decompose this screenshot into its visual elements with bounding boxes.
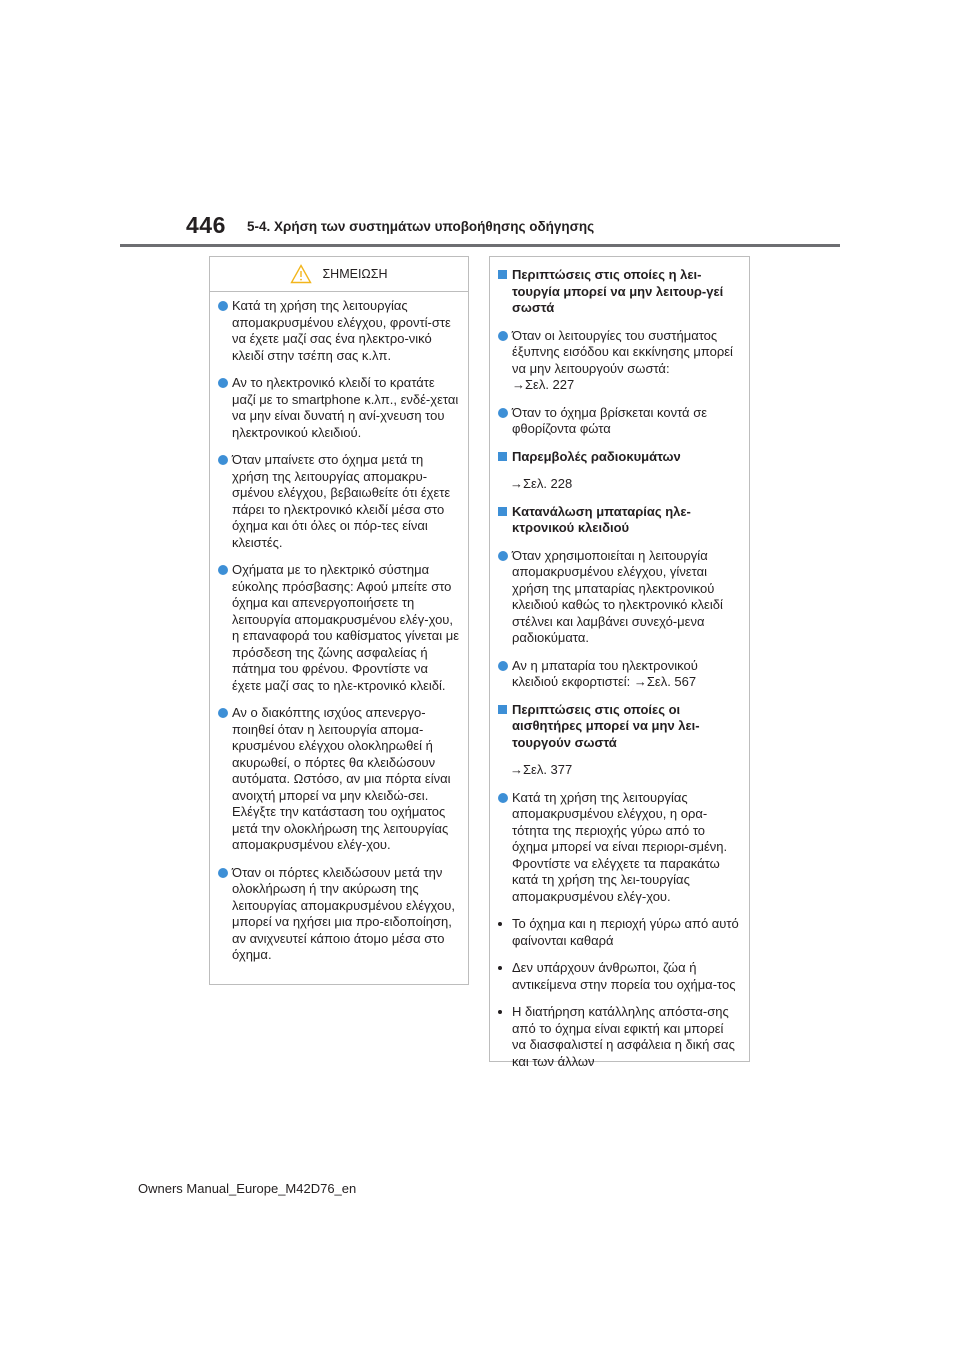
bullet-dot-icon (498, 408, 508, 418)
list-item (498, 916, 741, 949)
heading-text: Παρεμβολές ραδιοκυμάτων (512, 448, 681, 464)
info-item-text: Όταν χρησιμοποιείται η λειτουργία απομακρυσμένου ελέγχου, γίνεται χρήση της μπαταρίας ηλεκτρονικού κλειδιού καθώς το ηλεκτρονικό κλειδί στέλνει και λαμβάνει συνεχό-μενα ραδιοκύματα. (512, 547, 723, 645)
bullet-dot-icon (218, 455, 228, 465)
note-item (218, 298, 460, 364)
list-item (498, 960, 741, 993)
note-item (218, 375, 460, 441)
info-item-text: Όταν οι λειτουργίες του συστήματος έξυπνης εισόδου και εκκίνησης μπορεί να μην λειτουργούν σωστά: (512, 327, 733, 376)
header-rule (120, 244, 840, 247)
heading-text: Κατανάλωση μπαταρίας ηλε-κτρονικού κλειδιού (512, 503, 691, 535)
page-number: 446 (186, 212, 226, 238)
bullet-icon (498, 966, 502, 970)
bullet-dot-icon (498, 793, 508, 803)
section-heading (498, 702, 741, 752)
info-item (498, 548, 741, 647)
bullet-dot-icon (498, 331, 508, 341)
note-item-text: Αν ο διακόπτης ισχύος απενεργο-ποιηθεί όταν η λειτουργία απομα-κρυσμένου ελέγχου ολοκληρωθεί ή ακυρωθεί, ο πόρτες θα κλειδώσουν αυτόματα. Ωστόσο, αν μια πόρτα είναι ανοιχτή μπορεί να μην κλειδώ-σει. Ελέγξτε την κατάσταση του οχήματος μετά την ολοκλήρωση της λειτουργίας απομακρυσμένου ελέγ-χου. (232, 705, 451, 852)
note-box (209, 256, 469, 985)
bullet-dot-icon (498, 551, 508, 561)
list-item-text: Η διατήρηση κατάλληλης απόστα-σης από το όχημα είναι εφικτή και μπορεί να διασφαλιστεί η ασφάλεια η δική σας και των άλλων (512, 1004, 735, 1069)
page-reference: →Σελ. 228 (510, 476, 573, 491)
list-item-text: Το όχημα και η περιοχή γύρω από αυτό φαίνονται καθαρά (512, 916, 739, 948)
list-item (498, 1004, 741, 1070)
bullet-dot-icon (498, 661, 508, 671)
warning-triangle-icon (290, 264, 312, 284)
info-box (489, 256, 750, 1069)
bullet-icon (498, 922, 502, 926)
note-item (218, 562, 460, 694)
info-item (498, 328, 741, 394)
info-item (498, 790, 741, 906)
info-item-text: Όταν το όχημα βρίσκεται κοντά σε φθορίζοντα φώτα (512, 404, 708, 436)
note-item-text: Όταν μπαίνετε στο όχημα μετά τη χρήση της λειτουργίας απομακρυ-σμένου ελέγχου, βεβαιωθείτε ότι έχετε πάρει το ηλεκτρονικό κλειδί μέσα στο όχημα και ότι όλες οι πόρ-τες είναι κλειστές. (232, 452, 451, 550)
square-bullet-icon (498, 452, 507, 461)
note-item (218, 865, 460, 964)
note-item (218, 705, 460, 854)
info-content (490, 257, 749, 1070)
note-title: ΣΗΜΕΙΩΣΗ (322, 267, 388, 281)
note-item-text: Αν το ηλεκτρονικό κλειδί το κρατάτε μαζί με το smartphone κ.λπ., ενδέ-χεται να μην είναι δυνατή η ανί-χνευση του ηλεκτρονικού κλειδιού. (232, 375, 459, 440)
page-reference: →Σελ. 227 (512, 377, 575, 392)
page-reference: →Σελ. 377 (510, 762, 573, 777)
heading-text: Περιπτώσεις στις οποίες οι αισθητήρες μπορεί να μην λει-τουργούν σωστά (512, 701, 700, 750)
bullet-dot-icon (218, 301, 228, 311)
bullet-dot-icon (218, 565, 228, 575)
info-item-text: Κατά τη χρήση της λειτουργίας απομακρυσμένου ελέγχου, η ορα-τότητα της περιοχής γύρω από το όχημα μπορεί να είναι περιορι-σμένη. Φροντίστε να ελέγχετε τα παρακάτω κατά τη χρήση της λει-τουργίας απομακρυσμένου ελέγ-χου. (512, 789, 728, 904)
square-bullet-icon (498, 507, 507, 516)
section-heading (498, 449, 741, 466)
section-heading (498, 267, 741, 317)
note-item-text: Όταν οι πόρτες κλειδώσουν μετά την ολοκλήρωση ή την ακύρωση της λειτουργίας απομακρυσμένου ελέγχου, μπορεί να ηχήσει μια προ-ειδοποίηση, αν ανιχνευτεί κάποιο άτομο μέσα στο όχημα. (232, 864, 455, 962)
section-heading (498, 504, 741, 537)
note-item (218, 452, 460, 551)
list-item-text: Δεν υπάρχουν άνθρωποι, ζώα ή αντικείμενα στην πορεία του οχήμα-τος (512, 960, 736, 992)
footer-text: Owners Manual_Europe_M42D76_en (138, 1181, 357, 1196)
note-content (210, 292, 468, 964)
bullet-dot-icon (218, 868, 228, 878)
note-header (210, 257, 468, 292)
square-bullet-icon (498, 270, 507, 279)
section-title: 5-4. Χρήση των συστημάτων υποβοήθησης οδήγησης (247, 219, 595, 234)
note-item-text: Οχήματα με το ηλεκτρικό σύστημα εύκολης πρόσβασης: Αφού μπείτε στο όχημα και απενεργοποιήσετε τη λειτουργία απομακρυσμένου ελέγ-χου, η επαναφορά του καθίσματος γίνεται με πρόσδεση της ζώνης ασφαλείας ή πάτημα του φρένου. Φροντίστε να έχετε μαζί σας το ηλε-κτρονικό κλειδί. (232, 562, 460, 693)
bullet-dot-icon (218, 708, 228, 718)
info-item (498, 658, 741, 691)
heading-text: Περιπτώσεις στις οποίες η λει-τουργία μπορεί να μην λειτουρ-γεί σωστά (512, 267, 724, 315)
note-item-text: Κατά τη χρήση της λειτουργίας απομακρυσμένου ελέγχου, φροντί-στε να έχετε μαζί σας ένα ηλεκτρο-νικό κλειδί στην τσέπη σας κ.λπ. (232, 298, 451, 363)
info-item-text: Αν η μπαταρία του ηλεκτρονικού κλειδιού εκφορτιστεί: →Σελ. 567 (512, 657, 698, 689)
info-item (498, 405, 741, 438)
bullet-dot-icon (218, 378, 228, 388)
bullet-icon (498, 1010, 502, 1014)
square-bullet-icon (498, 705, 507, 714)
